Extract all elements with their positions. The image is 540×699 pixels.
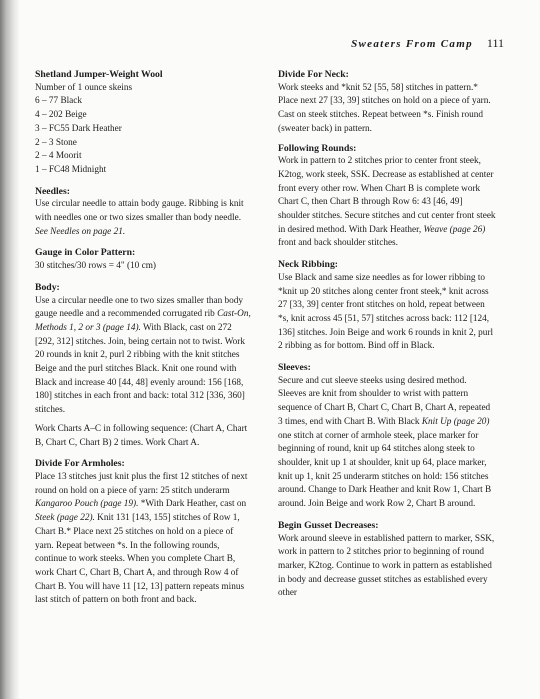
neck-ribbing-heading: Neck Ribbing: (278, 259, 339, 271)
yarn-list (35, 82, 251, 178)
neck-divide-section (278, 68, 496, 137)
page-gutter-shadow (0, 0, 20, 699)
armholes-heading: Divide For Armholes: (35, 458, 125, 470)
yarn-line: 4 – 202 Beige (35, 110, 87, 121)
needles-reference: See Needles on page 21. (35, 226, 126, 237)
following-rounds-text: Work in pattern to 2 stitches prior to center front steek, K2tog, work steek, SSK. Decrease as established at center front every other row. When Chart B is complete work Chart C, then Chart B through Row 6: 43 [46, 49] shoulder stitches. Secure stitches and cut center front steek in desired method. With Dark Heather, Weave (page 26) front and back shoulder stitches. (278, 156, 496, 249)
running-header (351, 36, 504, 51)
chapter-title: Sweaters From Camp (351, 38, 473, 50)
armholes-section (35, 457, 251, 608)
right-column (278, 68, 496, 601)
body-paragraph-1: Use a circular needle one to two sizes smaller than body gauge needle and a recommended corrugated rib Cast-On, Methods 1, 2 or 3 (page 14). With Black, cast on 272 [292, 312] stitches. Join, being certain not to twist. Work 20 rounds in knit 2, purl 2 ribbing with the knit stitches Beige and the purl stitches Black. Knit one round with Black and increase 40 [44, 48] evenly around: 156 [168, 180] stitches in each front and back: total 312 [336, 360] stitches. (35, 295, 251, 416)
yarn-line: 2 – 4 Moorit (35, 151, 82, 162)
gusset-heading: Begin Gusset Decreases: (278, 519, 379, 531)
needles-text: Use circular needle to attain body gauge. Ribbing is knit with needles one or two sizes smaller than body needle. (35, 199, 244, 224)
needles-heading: Needles: (35, 185, 70, 197)
yarn-line: 2 – 3 Stone (35, 137, 77, 148)
sleeves-section (278, 361, 496, 512)
yarn-section (35, 68, 251, 178)
yarn-heading: Shetland Jumper-Weight Wool (35, 69, 163, 80)
following-rounds-section (278, 142, 496, 252)
gauge-section (35, 246, 251, 273)
left-column (35, 68, 251, 608)
neck-ribbing-section (278, 258, 496, 354)
gusset-text: Work around sleeve in established pattern to marker, SSK, work in pattern to 2 stitches prior to beginning of round marker, K2tog. Continue to work in pattern as established in body and decrease gusset stitches as established every other (278, 533, 495, 599)
body-heading: Body: (35, 281, 60, 293)
neck-divide-text: Work steeks and *knit 52 [55, 58] stitches in pattern.* Place next 27 [33, 39] stitches on hold on a piece of yarn. Cast on steek stitches. Repeat between *s. Finish round (sweater back) in pattern. (278, 82, 491, 134)
yarn-line: Number of 1 ounce skeins (35, 82, 133, 93)
yarn-line: 6 – 77 Black (35, 96, 83, 107)
yarn-line: 3 – FC55 Dark Heather (35, 123, 122, 134)
body-section (35, 281, 251, 450)
page-number: 111 (486, 36, 504, 50)
neck-divide-heading: Divide For Neck: (278, 69, 349, 80)
gauge-text: 30 stitches/30 rows = 4" (10 cm) (35, 261, 157, 272)
following-rounds-heading: Following Rounds: (278, 142, 357, 154)
sleeves-text: Secure and cut sleeve steeks using desired method. Sleeves are knit from shoulder to wrist with pattern sequence of Chart B, Chart C, Chart B, Chart A, repeated 3 times, end with Chart B. With Black Knit Up (page 20) one stitch at corner of armhole steek, place marker for beginning of round, knit up 64 stitches along steek to shoulder, knit up 1 at shoulder, knit up 64, place marker, knit up 1, knit 25 underarm stitches on hold: 156 stitches around. Change to Dark Heather and knit Row 1, Chart B around. Join Beige and work Row 2, Chart B around. (278, 375, 492, 510)
gauge-heading: Gauge in Color Pattern: (35, 247, 136, 259)
body-paragraph-2: Work Charts A–C in following sequence: (Chart A, Chart B, Chart C, Chart B) 2 times. Work Chart A. (35, 423, 248, 448)
yarn-line: 1 – FC48 Midnight (35, 164, 107, 175)
neck-ribbing-text: Use Black and same size needles as for lower ribbing to *knit up 20 stitches along center front steek,* knit across 27 [33, 39] center front stitches on hold, repeat between *s, knit across 45 [51, 57] stitches across back: 112 [124, 136] stitches. Join Beige and work 6 rounds in knit 2, purl 2 ribbing as for bottom. Bind off in Black. (278, 272, 494, 352)
armholes-text: Place 13 stitches just knit plus the first 12 stitches of next round on hold on a piece of yarn: 25 stitch underarm Kangaroo Pouch (page 19). *With Dark Heather, cast on Steek (page 22). Knit 131 [143, 155] stitches of Row 1, Chart B.* Place next 25 stitches on hold on a piece of yarn. Repeat between *s. In the following rounds, continue to work steeks. When you complete Chart B, work Chart C, Chart B, Chart A, and through Row 4 of Chart B. You will have 11 [12, 13] pattern repeats minus last stitch of pattern on both front and back. (35, 471, 248, 606)
needles-section (35, 185, 251, 240)
gusset-section (278, 519, 496, 601)
sleeves-heading: Sleeves: (278, 362, 311, 374)
